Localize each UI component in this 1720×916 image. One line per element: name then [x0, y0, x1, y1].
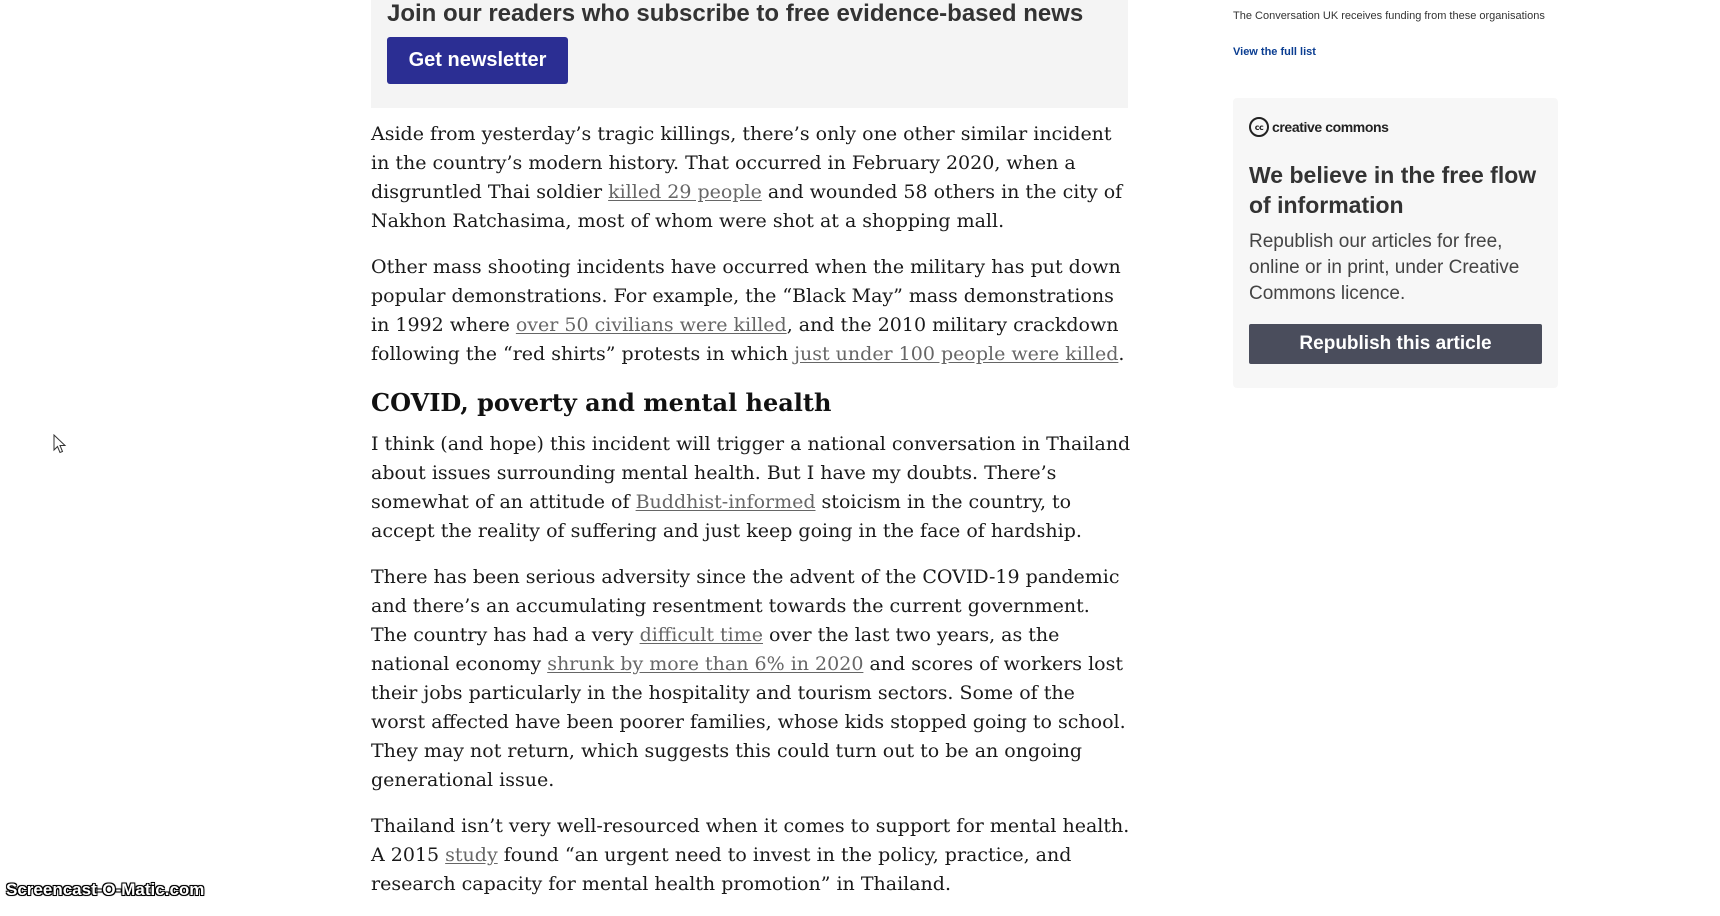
cc-body: Republish our articles for free, online or in print, under Creative Commons licence. [1249, 231, 1520, 304]
get-newsletter-button[interactable]: Get newsletter [387, 37, 568, 84]
screencast-watermark: Screencast-O-Matic.com [6, 880, 205, 899]
article-body [371, 120, 1131, 916]
article-paragraph [371, 563, 1131, 795]
creative-commons-box [1233, 98, 1558, 388]
paragraph-text: There has been serious adversity since the advent of the COVID-19 pandemic and there’s an accumulating resentment towards the current government. The country has had a very [371, 566, 1120, 646]
paragraph-text: and scores of workers lost their jobs particularly in the hospitality and tourism sectors. Some of the worst affected have been poorer families, whose kids stopped going to school. They may not return, which suggests this could turn out to be an ongoing generational issue. [371, 653, 1126, 791]
paragraph-text: Aside from yesterday’s tragic killings, there’s only one other similar incident in the country’s modern history. That occurred in February 2020, when a disgruntled Thai soldier [371, 123, 1112, 203]
mouse-pointer-icon [53, 434, 67, 454]
buddhist-informed-link[interactable]: Buddhist-informed [635, 491, 816, 513]
paragraph-text: Other mass shooting incidents have occurred when the military has put down popular demonstrations. For example, the “Black May” mass demonstrations in 1992 where [371, 256, 1121, 336]
cc-icon: cc [1249, 117, 1269, 137]
newsletter-signup-box [371, 0, 1128, 108]
article-paragraph [371, 430, 1131, 546]
cc-title: We believe in the free flow of information [1249, 162, 1537, 218]
difficult-time-link[interactable]: difficult time [639, 624, 763, 646]
paragraph-text: over the last two years, as the national economy [371, 624, 1060, 675]
section-heading: COVID, poverty and mental health [371, 388, 832, 417]
paragraph-text: . [1118, 343, 1125, 365]
republish-article-button[interactable]: Republish this article [1249, 324, 1542, 364]
killed-29-people-link[interactable]: killed 29 people [608, 181, 762, 203]
under-100-killed-link[interactable]: just under 100 people were killed [794, 343, 1119, 365]
funding-text: The Conversation UK receives funding from these organisations [1233, 10, 1545, 22]
over-50-civilians-link[interactable]: over 50 civilians were killed [515, 314, 787, 336]
economy-shrunk-link[interactable]: shrunk by more than 6% in 2020 [547, 653, 864, 675]
newsletter-heading: Join our readers who subscribe to free evidence-based news [387, 0, 1084, 27]
cc-wordmark: creative commons [1272, 119, 1389, 135]
paragraph-text: I think (and hope) this incident will trigger a national conversation in Thailand about issues surrounding mental health. But I have my doubts. There’s somewhat of an attitude of [371, 433, 1131, 513]
study-link[interactable]: study [445, 844, 498, 866]
article-paragraph [371, 120, 1131, 236]
article-paragraph [371, 812, 1131, 899]
paragraph-text: Thailand isn’t very well-resourced when it comes to support for mental health. A 2015 [371, 815, 1130, 866]
creative-commons-logo [1249, 114, 1389, 140]
paragraph-text: found “an urgent need to invest in the policy, practice, and research capacity for mental health promotion” in Thailand. [371, 844, 1072, 895]
article-paragraph [371, 253, 1131, 369]
paragraph-text: and wounded 58 others in the city of Nakhon Ratchasima, most of whom were shot at a shopping mall. [371, 181, 1123, 232]
view-full-list-link[interactable]: View the full list [1233, 46, 1316, 58]
paragraph-text: stoicism in the country, to accept the reality of suffering and just keep going in the face of hardship. [371, 491, 1082, 542]
paragraph-text: , and the 2010 military crackdown following the “red shirts” protests in which [371, 314, 1119, 365]
